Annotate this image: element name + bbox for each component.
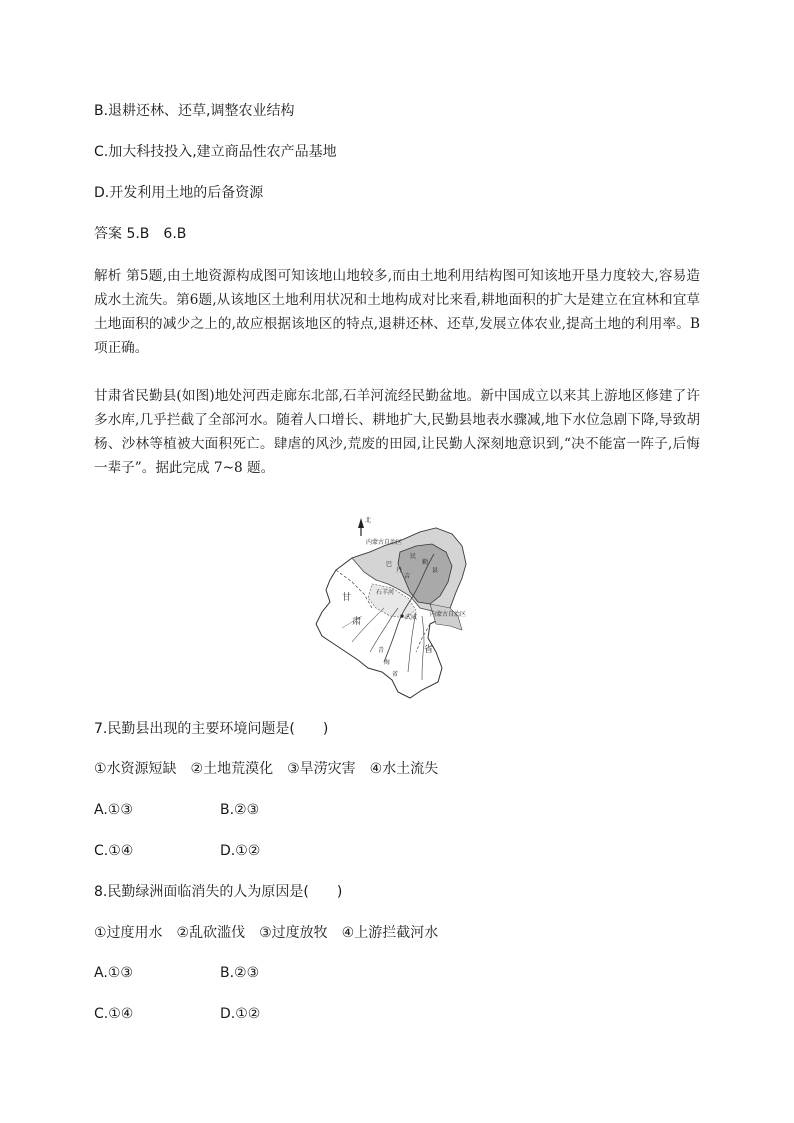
- label-qinghai-1: 青: [378, 647, 385, 654]
- passage-paragraph: 甘肃省民勤县(如图)地处河西走廊东北部,石羊河流经民勤盆地。新中国成立以来其上游地区修建了许多水库,几乎拦截了全部河水。随着人口增长、耕地扩大,民勤县地表水骤减,地下水位急剧下降,导致胡杨、沙林等植被大面积死亡。肆虐的风沙,荒废的田园,让民勤人深刻地意识到,“决不能富一阵子,后悔一辈子”。据此完成 7~8 题。: [94, 388, 700, 476]
- q7-stem: 7.民勤县出现的主要环境问题是( ): [94, 721, 329, 737]
- q7-option-a: A.①③: [94, 802, 133, 818]
- label-minqin-1: 民: [410, 553, 417, 560]
- option-6b: B.退耕还林、还草,调整农业结构: [94, 103, 295, 119]
- label-gansu-2: 肃: [352, 617, 362, 627]
- label-minqin-2: 勤: [422, 559, 429, 566]
- q8-option-d: D.①②: [220, 1006, 261, 1022]
- q8-stem: 8.民勤绿洲面临消失的人为原因是( ): [94, 884, 343, 900]
- q7-option-c: C.①④: [94, 843, 134, 859]
- wuwei-city-dot: [400, 614, 403, 617]
- q8-items: ①过度用水 ②乱砍滥伐 ③过度放牧 ④上游拦截河水: [94, 925, 439, 941]
- label-badain-1: 巴: [386, 561, 393, 568]
- q8-option-c: C.①④: [94, 1006, 134, 1022]
- label-wuwei: 武威: [405, 614, 418, 621]
- option-6c: C.加大科技投入,建立商品性农产品基地: [94, 144, 337, 160]
- label-gansu-3: 省: [424, 645, 434, 655]
- label-inner-mongolia-right: 内蒙古自治区: [430, 611, 467, 618]
- q7-option-b: B.②③: [220, 802, 260, 818]
- option-6d: D.开发利用土地的后备资源: [94, 185, 264, 201]
- label-badain-2: 丹: [396, 567, 403, 574]
- q7-option-d: D.①②: [220, 843, 261, 859]
- label-badain-3: 吉: [404, 573, 411, 580]
- q7-items: ①水资源短缺 ②土地荒漠化 ③旱涝灾害 ④水土流失: [94, 761, 439, 777]
- label-inner-mongolia-top: 内蒙古自治区: [366, 539, 403, 546]
- label-shiyang-river: 石羊河: [376, 589, 395, 596]
- label-qinghai-2: 海: [384, 659, 391, 666]
- map-svg: [312, 512, 484, 702]
- label-gansu-1: 甘: [342, 593, 352, 603]
- analysis-paragraph: 解析 第5题,由土地资源构成图可知该地山地较多,而由土地利用结构图可知该地开垦力度较大,容易造成水土流失。第6题,从该地区土地利用状况和土地构成对比来看,耕地面积的扩大是建立在宜林和宜草土地面积的减少之上的,故应根据该地区的特点,退耕还林、还草,发展立体农业,提高土地的利用率。B 项正确。: [94, 268, 700, 356]
- q8-option-b: B.②③: [220, 965, 260, 981]
- north-label: 北: [365, 517, 372, 524]
- minqin-map-figure: [312, 512, 484, 702]
- label-minqin-3: 县: [432, 567, 439, 574]
- label-qinghai-3: 省: [392, 671, 399, 678]
- q8-option-a: A.①③: [94, 965, 133, 981]
- answer-line: 答案 5.B 6.B: [94, 226, 187, 242]
